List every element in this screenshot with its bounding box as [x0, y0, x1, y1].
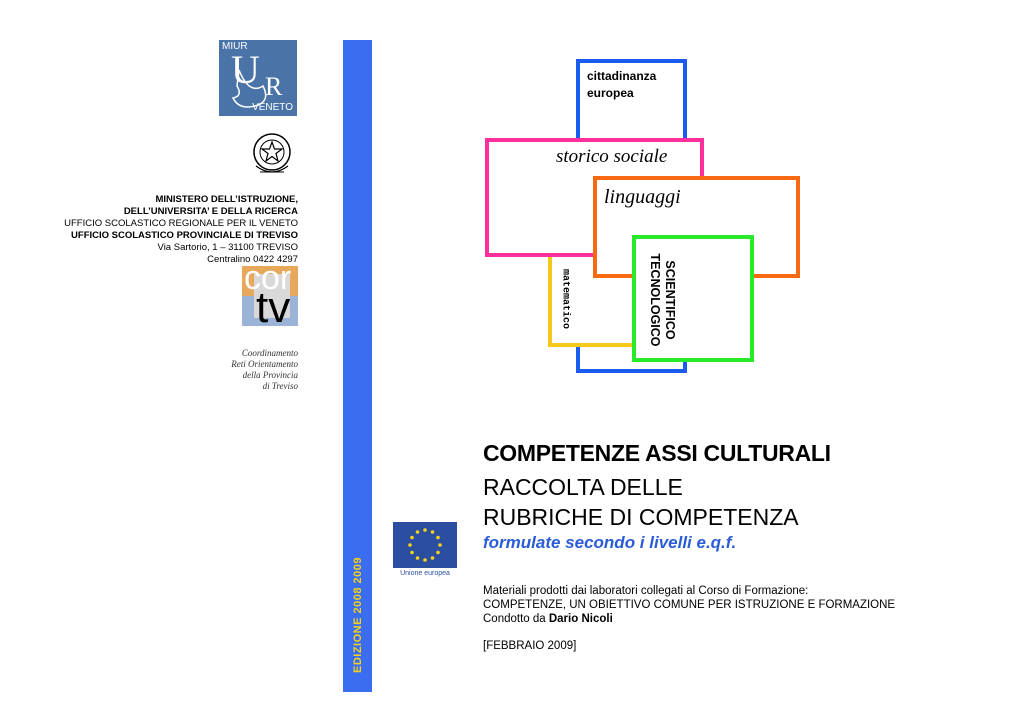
axis-label-linguaggi: linguaggi: [604, 186, 681, 208]
document-title-lines: [483, 472, 799, 532]
info-line: COMPETENZE, UN OBIETTIVO COMUNE PER ISTRUZIONE E FORMAZIONE: [483, 599, 896, 611]
author-name: Dario Nicoli: [548, 613, 613, 625]
edition-text: EDIZIONE 2008 2009: [351, 556, 364, 674]
axis-label-scientifico-2: TECNOLOGICO: [648, 253, 662, 347]
axis-label-line: [647, 253, 677, 346]
cortv-logo-top: cor: [244, 266, 292, 297]
axis-label-matematico: [556, 256, 574, 342]
info-line: Materiali prodotti dai laboratori collegati al Corso di Formazione:: [483, 585, 809, 597]
cortv-logo-bottom: tv: [256, 283, 291, 326]
axis-label-storico: storico sociale: [556, 146, 668, 167]
coord-line: di Treviso: [262, 381, 298, 391]
ministry-line: MINISTERO DELL’ISTRUZIONE,: [155, 194, 298, 205]
publication-date: [FEBBRAIO 2009]: [483, 640, 577, 652]
info-line: [483, 612, 895, 626]
axis-label-scientifico: [638, 244, 686, 356]
axis-label-line: cittadinanza: [587, 69, 657, 83]
axis-label-cittadinanza: [587, 68, 656, 102]
document-title: COMPETENZE ASSI CULTURALI: [483, 440, 831, 466]
logo-u-letter: U: [231, 47, 260, 92]
document-subtitle: formulate secondo i livelli e.q.f.: [483, 533, 737, 552]
ministry-address-block: [40, 194, 298, 266]
republic-emblem-icon: [250, 128, 294, 182]
eu-flag-icon: [393, 522, 457, 568]
eu-label: Unione europea: [400, 570, 450, 577]
logo-r-letter: R: [265, 72, 283, 101]
info-prefix: Condotto da: [483, 613, 549, 625]
coord-line: Coordinamento: [241, 348, 298, 358]
title-line: RUBRICHE DI COMPETENZA: [483, 504, 799, 530]
logo-veneto-text: VENETO: [252, 102, 293, 113]
usr-veneto-logo: [219, 40, 297, 116]
ministry-phone: Centralino 0422 4297: [207, 254, 298, 265]
axis-label-line: europea: [587, 86, 634, 100]
ministry-line: UFFICIO SCOLASTICO REGIONALE PER IL VENETO: [64, 218, 298, 229]
coord-line: della Provincia: [242, 370, 298, 380]
title-line: RACCOLTA DELLE: [483, 474, 683, 500]
course-info: [483, 584, 895, 626]
ministry-address: Via Sartorio, 1 – 31100 TREVISO: [157, 242, 298, 253]
logo-miur-text: MIUR: [222, 41, 248, 52]
coordinamento-block: [140, 348, 298, 392]
edition-label: [343, 540, 372, 690]
cortv-logo: [242, 266, 298, 326]
coord-line: Reti Orientamento: [231, 359, 298, 369]
axis-label-scientifico-1: SCIENTIFICO: [663, 260, 677, 340]
ministry-line: DELL’UNIVERSITA’ E DELLA RICERCA: [123, 206, 298, 217]
ministry-line: UFFICIO SCOLASTICO PROVINCIALE DI TREVISO: [71, 230, 298, 241]
axis-label-line: matematico: [559, 268, 571, 330]
